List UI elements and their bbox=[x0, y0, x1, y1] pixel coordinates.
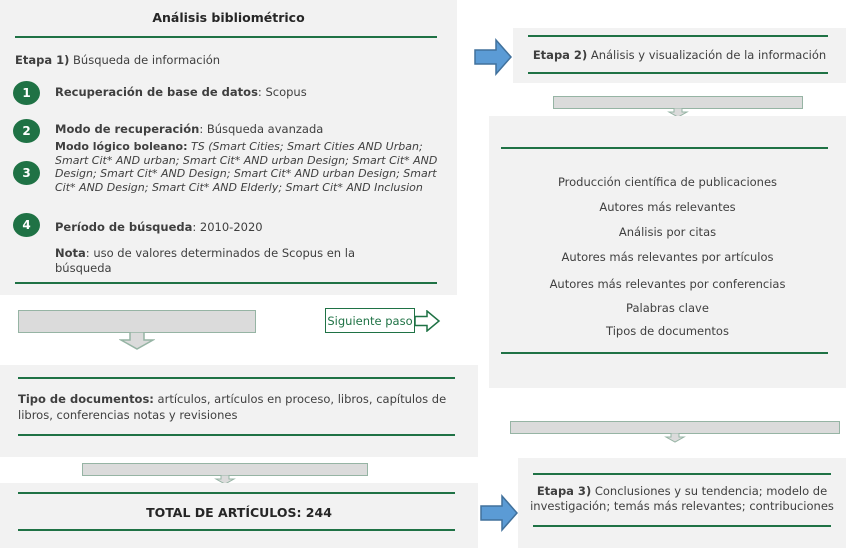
step-4-number: 4 bbox=[22, 218, 31, 232]
analysis-list-panel bbox=[489, 116, 846, 388]
divider bbox=[18, 529, 455, 531]
nota-value: : uso de valores determinados de Scopus en la búsqueda bbox=[55, 246, 355, 275]
step-4-text bbox=[55, 220, 445, 234]
etapa3-text: Conclusiones y su tendencia; modelo de investigación; temás más relevantes; contribuciones bbox=[530, 484, 834, 513]
etapa3-label: Etapa 3) bbox=[536, 484, 592, 498]
siguiente-paso-label: Siguiente paso bbox=[327, 313, 413, 328]
tipo-documentos-value: artículos, artículos en proceso, libros, capítulos de libros, conferencias notas y revisiones bbox=[18, 392, 447, 422]
step-1-text bbox=[55, 85, 445, 99]
etapa1-label: Etapa 1) bbox=[15, 53, 70, 67]
step-4-label: Período de búsqueda bbox=[55, 220, 193, 234]
siguiente-paso-button[interactable] bbox=[325, 308, 415, 333]
divider bbox=[15, 282, 437, 284]
next-step-arrow-icon bbox=[414, 310, 441, 332]
divider bbox=[528, 72, 828, 74]
etapa2-text: Análisis y visualización de la información bbox=[587, 48, 827, 62]
down-arrow-icon bbox=[664, 433, 686, 443]
step-3-text bbox=[55, 140, 449, 194]
divider bbox=[18, 377, 455, 379]
divider bbox=[533, 473, 831, 475]
step-2-text bbox=[55, 122, 445, 136]
etapa1-panel bbox=[0, 0, 457, 295]
flow-arrow-right-icon bbox=[474, 38, 513, 76]
list-item: Autores más relevantes por artículos bbox=[561, 250, 774, 264]
etapa2-heading bbox=[521, 48, 838, 62]
divider bbox=[533, 525, 831, 527]
step-3-number: 3 bbox=[22, 166, 31, 180]
down-arrow-bar bbox=[18, 310, 256, 333]
etapa3-panel bbox=[518, 458, 846, 548]
total-articulos-text: TOTAL DE ARTÍCULOS: 244 bbox=[146, 505, 332, 520]
step-4-value: : 2010-2020 bbox=[192, 220, 263, 234]
tipo-documentos-label: Tipo de documentos: bbox=[18, 392, 154, 406]
divider bbox=[18, 492, 455, 494]
etapa1-text: Búsqueda de información bbox=[69, 53, 221, 67]
list-item: Autores más relevantes bbox=[599, 200, 736, 214]
etapa2-panel bbox=[513, 28, 846, 83]
step-1-number: 1 bbox=[22, 86, 31, 100]
step-3-badge bbox=[13, 161, 40, 185]
divider bbox=[501, 147, 828, 149]
divider bbox=[528, 35, 828, 37]
flow-arrow-right-icon bbox=[480, 494, 519, 532]
step-1-value: : Scopus bbox=[257, 85, 307, 99]
etapa3-heading bbox=[528, 484, 836, 513]
step-4-badge bbox=[13, 213, 40, 237]
list-item: Autores más relevantes por conferencias bbox=[549, 277, 786, 291]
step-2-number: 2 bbox=[22, 124, 31, 138]
divider bbox=[501, 352, 828, 354]
tipo-documentos-panel bbox=[0, 365, 478, 457]
list-item: Análisis por citas bbox=[618, 225, 717, 239]
step-3-label: Modo lógico boleano: bbox=[55, 140, 188, 153]
divider bbox=[18, 434, 455, 436]
step-1-badge bbox=[13, 81, 40, 105]
step-2-label: Modo de recuperación bbox=[55, 122, 200, 136]
divider bbox=[15, 36, 437, 38]
down-arrow-icon bbox=[119, 332, 155, 350]
nota-label: Nota bbox=[55, 246, 86, 260]
list-item: Palabras clave bbox=[626, 301, 709, 315]
tipo-documentos-text bbox=[18, 391, 458, 423]
etapa2-label: Etapa 2) bbox=[532, 48, 588, 62]
step-1-label: Recuperación de base de datos bbox=[55, 85, 258, 99]
page-title: Análisis bibliométrico bbox=[152, 10, 305, 25]
list-item: Tipos de documentos bbox=[606, 324, 729, 338]
list-item: Producción científica de publicaciones bbox=[557, 175, 778, 189]
etapa1-heading bbox=[15, 53, 220, 67]
nota-text bbox=[55, 246, 400, 275]
step-3-value: TS (Smart Cities; Smart Cities AND Urban; Smart Cit* AND urban; Smart Cit* AND urban Design; Smart Cit* AND Design; Smart Cit* AND Design; Smart Cit* AND urban Design; Smart Cit* AND Design; Smart Cit* AND Elderly; Smart Cit* AND Inclusion bbox=[55, 140, 438, 194]
total-articulos-panel bbox=[0, 483, 478, 548]
step-2-value: : Búsqueda avanzada bbox=[199, 122, 324, 136]
step-2-badge bbox=[13, 119, 40, 143]
